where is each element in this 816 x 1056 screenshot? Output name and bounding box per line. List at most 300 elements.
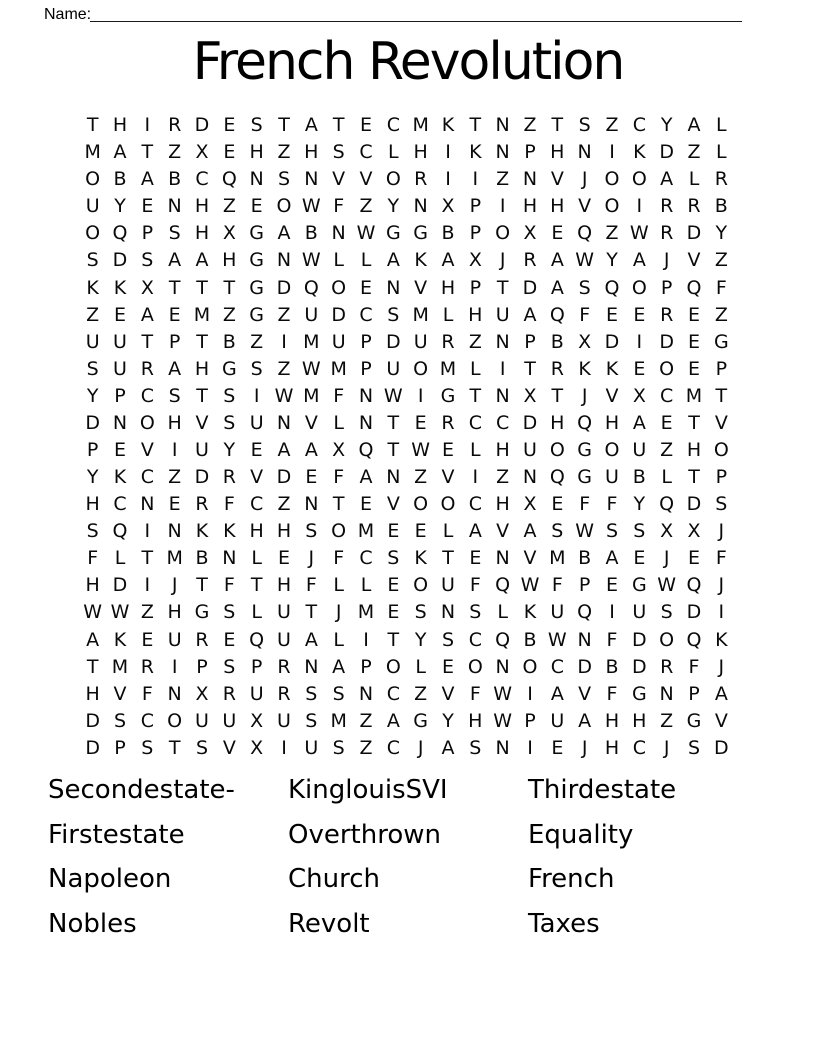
grid-letter: L bbox=[661, 466, 672, 489]
grid-letter: E bbox=[687, 357, 700, 380]
grid-letter: O bbox=[659, 357, 675, 380]
grid-letter: P bbox=[524, 330, 536, 353]
grid-letter: G bbox=[631, 682, 647, 705]
grid-letter: T bbox=[250, 574, 263, 597]
grid-letter: M bbox=[193, 303, 211, 326]
grid-letter: E bbox=[633, 547, 646, 570]
grid-letter: U bbox=[277, 628, 291, 651]
grid-letter: H bbox=[550, 195, 565, 218]
grid-letter: Z bbox=[359, 709, 373, 732]
grid-letter: K bbox=[605, 357, 619, 380]
grid-letter: C bbox=[468, 493, 482, 516]
grid-letter: D bbox=[686, 222, 702, 245]
grid-letter: I bbox=[417, 384, 424, 407]
grid-letter: O bbox=[467, 655, 483, 678]
grid-letter: L bbox=[442, 303, 454, 326]
grid-letter: H bbox=[194, 357, 210, 380]
grid-letter: Y bbox=[414, 628, 427, 651]
grid-letter: X bbox=[441, 195, 455, 218]
grid-letter: Z bbox=[468, 330, 482, 353]
grid-letter: Z bbox=[359, 736, 373, 759]
grid-letter: R bbox=[414, 168, 428, 191]
grid-letter: D bbox=[686, 601, 702, 624]
grid-letter: N bbox=[495, 384, 510, 407]
grid-letter: N bbox=[386, 466, 401, 489]
grid-letter: S bbox=[86, 520, 99, 543]
grid-letter: B bbox=[304, 222, 318, 245]
grid-letter: N bbox=[276, 249, 292, 272]
grid-letter: V bbox=[113, 682, 127, 705]
grid-letter: U bbox=[222, 709, 237, 732]
grid-letter: X bbox=[523, 384, 537, 407]
grid-letter: A bbox=[605, 547, 619, 570]
grid-letter: A bbox=[113, 141, 127, 164]
grid-letter: U bbox=[550, 709, 565, 732]
grid-letter: U bbox=[441, 574, 455, 597]
grid-letter: N bbox=[249, 168, 264, 191]
grid-letter: E bbox=[168, 303, 181, 326]
grid-letter: Q bbox=[495, 628, 511, 651]
grid-letter: X bbox=[468, 249, 482, 272]
grid-letter: R bbox=[660, 655, 674, 678]
grid-letter: M bbox=[330, 357, 347, 380]
grid-letter: E bbox=[414, 411, 427, 434]
grid-letter: F bbox=[469, 574, 481, 597]
grid-letter: H bbox=[222, 249, 237, 272]
grid-letter: C bbox=[113, 493, 127, 516]
grid-letter: P bbox=[688, 682, 700, 705]
grid-letter: N bbox=[413, 195, 428, 218]
grid-letter: I bbox=[609, 601, 615, 624]
grid-letter: U bbox=[495, 303, 510, 326]
grid-letter: F bbox=[551, 574, 563, 597]
grid-letter: M bbox=[549, 547, 566, 570]
grid-letter: H bbox=[167, 601, 182, 624]
grid-letter: L bbox=[251, 601, 262, 624]
grid-letter: N bbox=[495, 547, 510, 570]
grid-letter: E bbox=[250, 438, 263, 461]
grid-letter: W bbox=[520, 574, 540, 597]
grid-letter: H bbox=[249, 520, 264, 543]
grid-letter: B bbox=[578, 547, 592, 570]
grid-letter: A bbox=[441, 736, 455, 759]
word-item: Napoleon bbox=[48, 864, 172, 894]
grid-letter: N bbox=[577, 141, 592, 164]
grid-letter: L bbox=[716, 114, 727, 137]
grid-letter: S bbox=[332, 141, 345, 164]
grid-letter: N bbox=[577, 628, 592, 651]
grid-letter: F bbox=[333, 384, 345, 407]
grid-letter: L bbox=[333, 411, 344, 434]
grid-letter: V bbox=[441, 682, 455, 705]
grid-letter: H bbox=[604, 411, 620, 434]
grid-letter: P bbox=[250, 655, 263, 678]
grid-letter: S bbox=[633, 520, 646, 543]
grid-letter: N bbox=[522, 466, 538, 489]
grid-letter: R bbox=[687, 195, 701, 218]
grid-letter: X bbox=[195, 682, 209, 705]
grid-letter: N bbox=[440, 601, 456, 624]
grid-letter: V bbox=[222, 736, 236, 759]
grid-letter: B bbox=[523, 628, 537, 651]
grid-letter: I bbox=[636, 195, 643, 218]
grid-letter: W bbox=[493, 709, 513, 732]
grid-letter: H bbox=[85, 682, 100, 705]
grid-letter: H bbox=[550, 411, 565, 434]
grid-letter: N bbox=[358, 384, 374, 407]
grid-letter: E bbox=[660, 411, 673, 434]
grid-letter: N bbox=[167, 195, 182, 218]
grid-letter: O bbox=[385, 168, 401, 191]
grid-letter: B bbox=[195, 547, 209, 570]
grid-letter: Q bbox=[577, 601, 593, 624]
name-label: Name: bbox=[44, 6, 92, 23]
grid-letter: U bbox=[632, 601, 647, 624]
grid-letter: G bbox=[631, 574, 647, 597]
grid-letter: Q bbox=[495, 574, 511, 597]
grid-letter: A bbox=[523, 303, 537, 326]
grid-letter: S bbox=[223, 655, 236, 678]
grid-letter: P bbox=[141, 222, 154, 245]
grid-letter: M bbox=[330, 709, 347, 732]
grid-letter: K bbox=[86, 276, 99, 299]
grid-letter: F bbox=[333, 466, 345, 489]
grid-letter: T bbox=[141, 141, 154, 164]
grid-letter: T bbox=[86, 655, 99, 678]
grid-letter: H bbox=[249, 141, 264, 164]
grid-letter: T bbox=[168, 276, 181, 299]
grid-letter: T bbox=[387, 411, 400, 434]
grid-letter: F bbox=[579, 493, 591, 516]
grid-letter: E bbox=[359, 114, 372, 137]
grid-letter: A bbox=[304, 628, 318, 651]
grid-letter: A bbox=[304, 438, 318, 461]
word-item: Equality bbox=[528, 819, 634, 850]
grid-letter: L bbox=[442, 520, 454, 543]
grid-letter: H bbox=[550, 141, 565, 164]
grid-letter: O bbox=[167, 709, 183, 732]
grid-letter: J bbox=[308, 547, 315, 570]
grid-letter: N bbox=[522, 168, 538, 191]
grid-letter: F bbox=[87, 547, 99, 570]
grid-letter: J bbox=[663, 249, 670, 272]
grid-letter: N bbox=[386, 276, 401, 299]
grid-letter: C bbox=[468, 411, 482, 434]
grid-letter: O bbox=[631, 168, 647, 191]
grid-letter: B bbox=[605, 655, 619, 678]
grid-letter: C bbox=[550, 655, 564, 678]
grid-letter: E bbox=[168, 493, 181, 516]
grid-letter: Q bbox=[686, 574, 702, 597]
grid-letter: L bbox=[333, 574, 344, 597]
grid-letter: Y bbox=[114, 195, 126, 218]
grid-letter: S bbox=[715, 493, 728, 516]
grid-letter: O bbox=[659, 628, 675, 651]
grid-letter: R bbox=[277, 655, 291, 678]
grid-letter: S bbox=[551, 520, 564, 543]
grid-letter: Y bbox=[86, 466, 99, 489]
grid-letter: S bbox=[250, 114, 263, 137]
grid-letter: Z bbox=[359, 195, 373, 218]
grid-letter: E bbox=[551, 736, 564, 759]
grid-letter: C bbox=[359, 547, 373, 570]
grid-letter: M bbox=[166, 547, 183, 570]
grid-letter: W bbox=[110, 601, 130, 624]
grid-letter: C bbox=[195, 168, 209, 191]
grid-letter: Y bbox=[606, 249, 618, 272]
grid-letter: O bbox=[276, 195, 292, 218]
grid-letter: A bbox=[687, 114, 701, 137]
grid-letter: O bbox=[549, 438, 565, 461]
grid-letter: T bbox=[196, 276, 208, 299]
grid-letter: A bbox=[523, 520, 537, 543]
grid-letter: V bbox=[496, 520, 510, 543]
grid-letter: D bbox=[194, 466, 210, 489]
grid-letter: S bbox=[469, 736, 482, 759]
grid-letter: C bbox=[386, 736, 400, 759]
grid-letter: U bbox=[195, 438, 209, 461]
grid-letter: V bbox=[140, 438, 154, 461]
grid-letter: T bbox=[305, 601, 318, 624]
grid-letter: Q bbox=[659, 493, 675, 516]
grid-letter: N bbox=[304, 493, 319, 516]
grid-letter: U bbox=[523, 438, 537, 461]
grid-letter: R bbox=[660, 303, 674, 326]
grid-letter: T bbox=[688, 411, 700, 434]
grid-letter: E bbox=[223, 628, 236, 651]
grid-letter: Q bbox=[221, 168, 237, 191]
grid-letter: K bbox=[441, 114, 455, 137]
grid-letter: N bbox=[659, 682, 674, 705]
word-item: Revolt bbox=[288, 908, 370, 939]
grid-letter: E bbox=[551, 493, 564, 516]
grid-letter: A bbox=[168, 357, 182, 380]
grid-letter: Z bbox=[523, 114, 537, 137]
grid-letter: L bbox=[360, 574, 372, 597]
grid-letter: A bbox=[441, 249, 455, 272]
grid-letter: Z bbox=[86, 303, 100, 326]
grid-letter: J bbox=[171, 574, 178, 597]
grid-letter: G bbox=[413, 709, 429, 732]
grid-letter: Q bbox=[577, 222, 593, 245]
grid-letter: G bbox=[249, 303, 265, 326]
grid-letter: L bbox=[333, 249, 344, 272]
grid-letter: Y bbox=[715, 222, 728, 245]
grid-letter: L bbox=[470, 357, 481, 380]
grid-letter: H bbox=[632, 709, 647, 732]
grid-letter: W bbox=[83, 601, 103, 624]
grid-letter: W bbox=[493, 682, 513, 705]
grid-letter: J bbox=[581, 384, 588, 407]
grid-letter: E bbox=[633, 303, 646, 326]
grid-letter: S bbox=[387, 547, 400, 570]
grid-letter: B bbox=[550, 330, 564, 353]
grid-letter: V bbox=[523, 547, 537, 570]
grid-letter: T bbox=[551, 384, 564, 407]
grid-letter: A bbox=[632, 411, 646, 434]
word-list bbox=[48, 774, 768, 952]
grid-letter: Z bbox=[414, 466, 428, 489]
grid-letter: A bbox=[332, 655, 346, 678]
grid-letter: V bbox=[195, 411, 209, 434]
grid-letter: N bbox=[167, 682, 182, 705]
grid-letter: W bbox=[383, 384, 403, 407]
grid-letter: G bbox=[249, 222, 265, 245]
grid-letter: N bbox=[495, 141, 510, 164]
grid-letter: V bbox=[250, 466, 264, 489]
grid-letter: T bbox=[223, 276, 236, 299]
grid-letter: H bbox=[194, 222, 210, 245]
grid-letter: B bbox=[632, 466, 646, 489]
grid-letter: R bbox=[168, 114, 182, 137]
grid-letter: A bbox=[550, 276, 564, 299]
grid-letter: Q bbox=[549, 466, 565, 489]
grid-letter: B bbox=[714, 195, 728, 218]
grid-letter: Q bbox=[686, 628, 702, 651]
grid-letter: R bbox=[195, 493, 209, 516]
grid-letter: R bbox=[195, 628, 209, 651]
grid-letter: S bbox=[86, 357, 99, 380]
word-item: Firstestate bbox=[48, 819, 185, 850]
grid-letter: P bbox=[196, 655, 208, 678]
grid-letter: Y bbox=[86, 384, 99, 407]
grid-letter: P bbox=[360, 655, 372, 678]
grid-letter: C bbox=[250, 493, 264, 516]
grid-letter: E bbox=[687, 547, 700, 570]
grid-letter: S bbox=[168, 222, 181, 245]
grid-letter: Q bbox=[549, 303, 565, 326]
grid-letter: U bbox=[277, 601, 291, 624]
word-item: KinglouisSVI bbox=[288, 775, 448, 805]
grid-letter: Y bbox=[223, 438, 236, 461]
grid-letter: F bbox=[333, 195, 345, 218]
grid-letter: Z bbox=[714, 303, 728, 326]
grid-letter: T bbox=[196, 574, 208, 597]
grid-letter: I bbox=[281, 736, 287, 759]
grid-letter: D bbox=[276, 276, 292, 299]
grid-letter: P bbox=[578, 574, 591, 597]
grid-letter: F bbox=[223, 493, 235, 516]
grid-letter: J bbox=[663, 547, 670, 570]
grid-letter: N bbox=[495, 736, 510, 759]
grid-letter: U bbox=[113, 357, 127, 380]
grid-letter: O bbox=[413, 357, 429, 380]
grid-letter: I bbox=[144, 114, 151, 137]
grid-letter: S bbox=[660, 601, 673, 624]
grid-letter: U bbox=[249, 682, 264, 705]
grid-letter: K bbox=[578, 357, 591, 380]
grid-letter: A bbox=[468, 520, 482, 543]
grid-letter: L bbox=[497, 601, 508, 624]
grid-letter: F bbox=[606, 682, 618, 705]
grid-letter: T bbox=[141, 330, 154, 353]
grid-letter: P bbox=[660, 276, 673, 299]
grid-letter: P bbox=[469, 222, 482, 245]
grid-letter: G bbox=[440, 384, 456, 407]
grid-letter: Z bbox=[605, 114, 619, 137]
grid-letter: S bbox=[223, 601, 236, 624]
grid-letter: I bbox=[445, 141, 451, 164]
grid-letter: N bbox=[495, 655, 510, 678]
grid-letter: T bbox=[278, 114, 290, 137]
grid-letter: T bbox=[442, 547, 454, 570]
grid-letter: U bbox=[386, 357, 401, 380]
grid-letter: T bbox=[496, 276, 509, 299]
grid-letter: X bbox=[660, 520, 674, 543]
grid-letter: I bbox=[472, 466, 479, 489]
grid-letter: M bbox=[303, 384, 320, 407]
grid-letter: S bbox=[305, 682, 318, 705]
word-item: Church bbox=[288, 864, 381, 894]
grid-letter: Q bbox=[112, 520, 128, 543]
grid-letter: H bbox=[85, 574, 100, 597]
grid-letter: S bbox=[578, 114, 591, 137]
grid-letter: X bbox=[523, 222, 537, 245]
grid-letter: G bbox=[577, 466, 593, 489]
grid-letter: D bbox=[331, 303, 346, 326]
grid-letter: L bbox=[716, 141, 727, 164]
grid-letter: O bbox=[85, 222, 101, 245]
grid-letter: S bbox=[223, 384, 236, 407]
grid-letter: X bbox=[250, 736, 264, 759]
grid-letter: E bbox=[387, 574, 400, 597]
grid-letter: X bbox=[578, 330, 592, 353]
grid-letter: N bbox=[140, 493, 155, 516]
grid-letter: C bbox=[632, 114, 646, 137]
grid-letter: Y bbox=[660, 114, 673, 137]
grid-letter: U bbox=[277, 709, 291, 732]
grid-letter: V bbox=[414, 276, 428, 299]
grid-letter: L bbox=[415, 655, 426, 678]
grid-letter: O bbox=[85, 168, 101, 191]
grid-letter: H bbox=[686, 438, 702, 461]
grid-letter: N bbox=[495, 330, 510, 353]
grid-letter: H bbox=[495, 493, 510, 516]
grid-letter: J bbox=[663, 736, 670, 759]
grid-letter: E bbox=[387, 520, 400, 543]
grid-letter: N bbox=[304, 655, 319, 678]
grid-letter: F bbox=[141, 682, 153, 705]
grid-letter: G bbox=[249, 276, 265, 299]
grid-letter: M bbox=[412, 303, 429, 326]
grid-letter: V bbox=[386, 493, 400, 516]
word-item: Secondestate- bbox=[48, 775, 235, 805]
grid-letter: O bbox=[604, 438, 620, 461]
grid-letter: U bbox=[304, 736, 319, 759]
grid-letter: H bbox=[194, 195, 210, 218]
grid-letter: J bbox=[718, 574, 725, 597]
grid-letter: L bbox=[333, 628, 344, 651]
name-write-line bbox=[90, 0, 742, 22]
grid-letter: X bbox=[687, 520, 701, 543]
grid-letter: H bbox=[440, 276, 456, 299]
grid-letter: A bbox=[632, 249, 646, 272]
grid-letter: U bbox=[413, 330, 428, 353]
grid-letter: R bbox=[441, 411, 455, 434]
grid-letter: S bbox=[332, 736, 345, 759]
grid-letter: D bbox=[522, 276, 538, 299]
grid-letter: V bbox=[605, 384, 619, 407]
grid-letter: H bbox=[468, 709, 483, 732]
grid-letter: S bbox=[86, 249, 99, 272]
grid-letter: K bbox=[195, 520, 209, 543]
grid-letter: Z bbox=[414, 682, 428, 705]
grid-letter: D bbox=[194, 114, 210, 137]
grid-letter: D bbox=[386, 330, 401, 353]
grid-letter: X bbox=[332, 438, 346, 461]
grid-letter: A bbox=[168, 249, 182, 272]
grid-letter: V bbox=[359, 168, 373, 191]
